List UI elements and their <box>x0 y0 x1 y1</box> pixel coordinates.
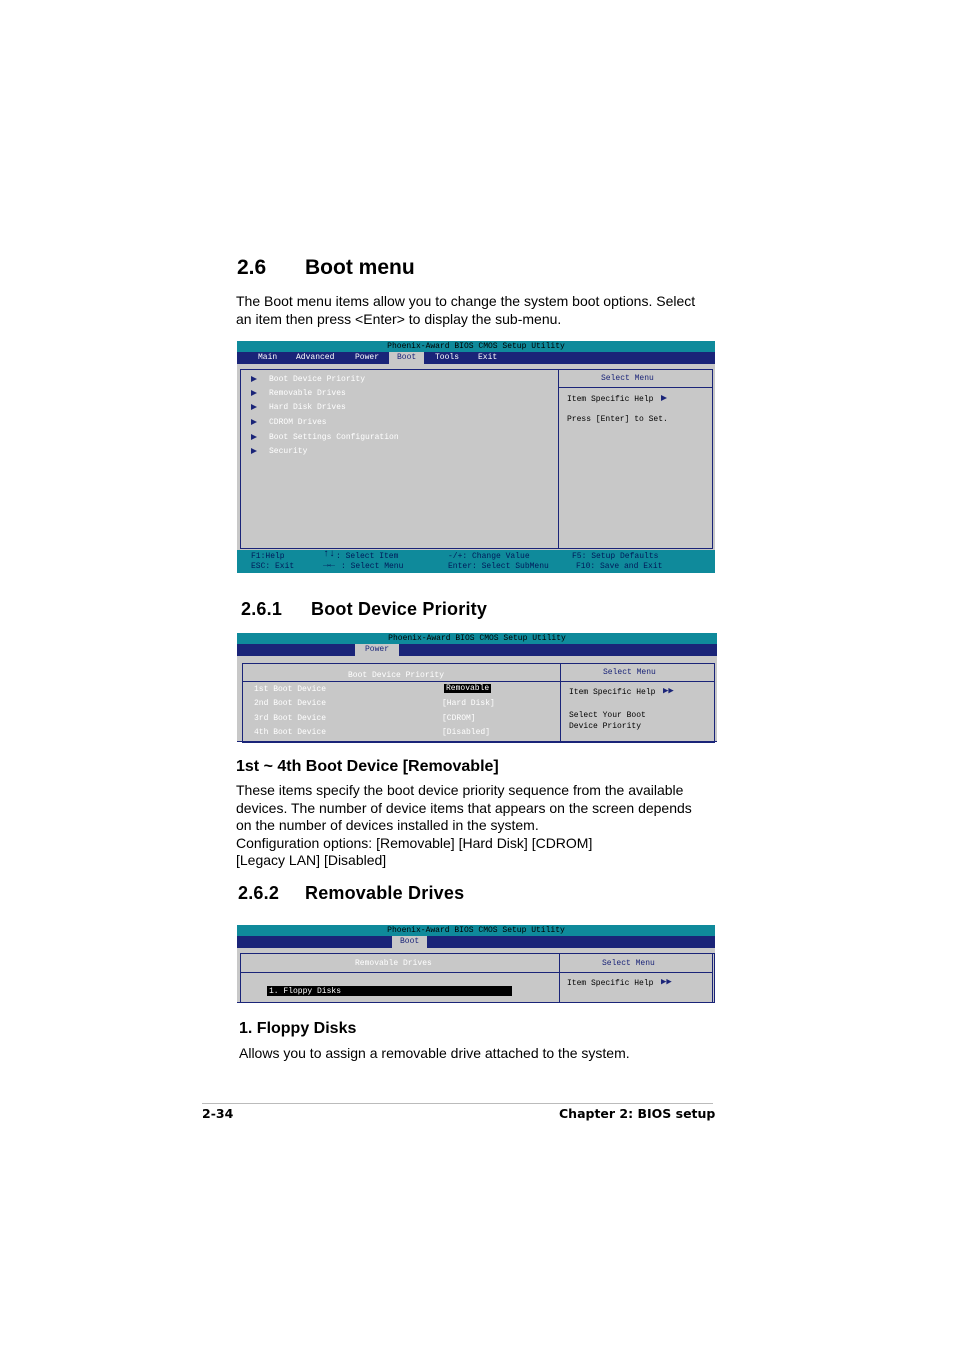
submenu-arrow-icon <box>251 434 257 440</box>
intro-line: The Boot menu items allow you to change the system boot options. Select <box>236 293 696 309</box>
double-arrow-icon: ▶▶ <box>661 977 672 987</box>
subsection-heading <box>238 883 464 904</box>
help-divider <box>559 972 713 973</box>
help-divider <box>558 387 713 388</box>
help-line: Item Specific Help <box>567 979 654 988</box>
help-line: Press [Enter] to Set. <box>567 415 668 424</box>
body-line: devices. The number of device items that appears on the screen depends <box>236 799 692 816</box>
item-body: Allows you to assign a removable drive attached to the system. <box>239 1045 630 1061</box>
help-divider <box>560 681 715 682</box>
chapter-title: Chapter 2: BIOS setup <box>559 1106 716 1121</box>
bios-menubar <box>237 644 717 656</box>
help-title: Select Menu <box>602 959 655 968</box>
status-setup-defaults: F5: Setup Defaults <box>572 552 659 561</box>
item-body <box>236 782 692 870</box>
status-f1: F1:Help <box>251 552 285 561</box>
section-title: Boot menu <box>305 256 415 279</box>
intro-line: an item then press <Enter> to display the sub-menu. <box>236 310 562 327</box>
boot-device-label: 1st Boot Device <box>254 685 327 694</box>
menu-tab-tools[interactable]: Tools <box>435 353 460 362</box>
menu-tab-power[interactable]: Power <box>355 644 399 656</box>
status-select-item: : Select Item <box>336 552 399 561</box>
item-heading: 1st ~ 4th Boot Device [Removable] <box>236 758 499 775</box>
bios-title: Phoenix-Award BIOS CMOS Setup Utility <box>237 633 717 644</box>
bios-priority-screen <box>237 633 717 742</box>
submenu-arrow-icon <box>251 448 257 454</box>
boot-device-value[interactable]: [CDROM] <box>442 714 476 723</box>
bios-title: Phoenix-Award BIOS CMOS Setup Utility <box>237 925 715 936</box>
help-title: Select Menu <box>603 668 656 677</box>
bios-boot-screen <box>237 341 715 573</box>
removable-drive-item[interactable]: 1. Floppy Disks <box>269 987 342 996</box>
up-down-arrow-icon: ↑↓ <box>323 549 336 560</box>
menu-item-boot-settings[interactable]: Boot Settings Configuration <box>269 433 399 442</box>
menu-item-boot-device-priority[interactable]: Boot Device Priority <box>269 375 366 384</box>
status-change-value: -/+: Change Value <box>448 552 530 561</box>
boot-device-label: 3rd Boot Device <box>254 714 327 723</box>
panel-title: Boot Device Priority <box>348 671 445 680</box>
menu-tab-main[interactable]: Main <box>258 353 278 362</box>
subsection-number: 2.6.2 <box>238 883 280 903</box>
body-line: These items specify the boot device priority sequence from the available <box>236 782 684 798</box>
help-line: Device Priority <box>569 722 642 731</box>
menu-item-removable-drives[interactable]: Removable Drives <box>269 389 346 398</box>
submenu-arrow-icon <box>251 376 257 382</box>
boot-device-value[interactable]: [Disabled] <box>442 728 491 737</box>
subsection-title: Boot Device Priority <box>311 599 488 619</box>
body-line: on the number of devices installed in the system. <box>236 817 539 833</box>
body-line: [Legacy LAN] [Disabled] <box>236 852 387 868</box>
bios-menubar <box>237 936 715 948</box>
menu-tab-advanced[interactable]: Advanced <box>296 353 335 362</box>
boot-device-value-selected[interactable]: Removable <box>446 684 490 693</box>
menu-tab-power[interactable]: Power <box>355 353 380 362</box>
submenu-arrow-icon <box>251 404 257 410</box>
subsection-number: 2.6.1 <box>241 599 283 619</box>
boot-device-label: 4th Boot Device <box>254 728 327 737</box>
help-line: Item Specific Help <box>569 688 656 697</box>
section-number: 2.6 <box>237 256 267 279</box>
menu-item-hard-disk-drives[interactable]: Hard Disk Drives <box>269 403 346 412</box>
status-select-menu: : Select Menu <box>341 562 404 571</box>
boot-device-label: 2nd Boot Device <box>254 699 327 708</box>
panel-divider <box>242 681 560 682</box>
bios-menubar <box>237 352 715 364</box>
panel-divider <box>240 972 559 973</box>
status-esc: ESC: Exit <box>251 562 295 571</box>
menu-tab-boot[interactable]: Boot <box>389 352 424 364</box>
submenu-arrow-icon <box>251 419 257 425</box>
bios-status-bar <box>237 550 715 573</box>
menu-tab-boot[interactable]: Boot <box>392 936 427 948</box>
submenu-arrow-icon <box>251 390 257 396</box>
boot-device-value[interactable]: [Hard Disk] <box>442 699 495 708</box>
subsection-title: Removable Drives <box>305 883 465 903</box>
help-line: Item Specific Help <box>567 395 654 404</box>
section-intro <box>236 293 695 328</box>
help-line: Select Your Boot <box>569 711 646 720</box>
menu-tab-exit[interactable]: Exit <box>478 353 498 362</box>
panel-title: Removable Drives <box>355 959 432 968</box>
status-enter: Enter: Select SubMenu <box>448 562 549 571</box>
help-title: Select Menu <box>601 374 654 383</box>
bios-title: Phoenix-Award BIOS CMOS Setup Utility <box>237 341 715 352</box>
item-heading: 1. Floppy Disks <box>239 1020 357 1037</box>
footer-rule <box>202 1103 713 1104</box>
menu-item-cdrom-drives[interactable]: CDROM Drives <box>269 418 327 427</box>
page-number: 2-34 <box>202 1106 234 1121</box>
menu-item-security[interactable]: Security <box>269 447 308 456</box>
body-line: Configuration options: [Removable] [Hard Disk] [CDROM] <box>236 834 593 851</box>
status-f10: F10: Save and Exit <box>576 562 663 571</box>
double-arrow-icon: ▶▶ <box>663 686 674 696</box>
bios-removable-screen <box>237 925 715 1003</box>
arrow-right-icon <box>661 395 667 401</box>
left-right-arrow-icon: →← <box>323 560 336 571</box>
section-heading <box>237 256 415 280</box>
subsection-heading <box>241 599 487 620</box>
